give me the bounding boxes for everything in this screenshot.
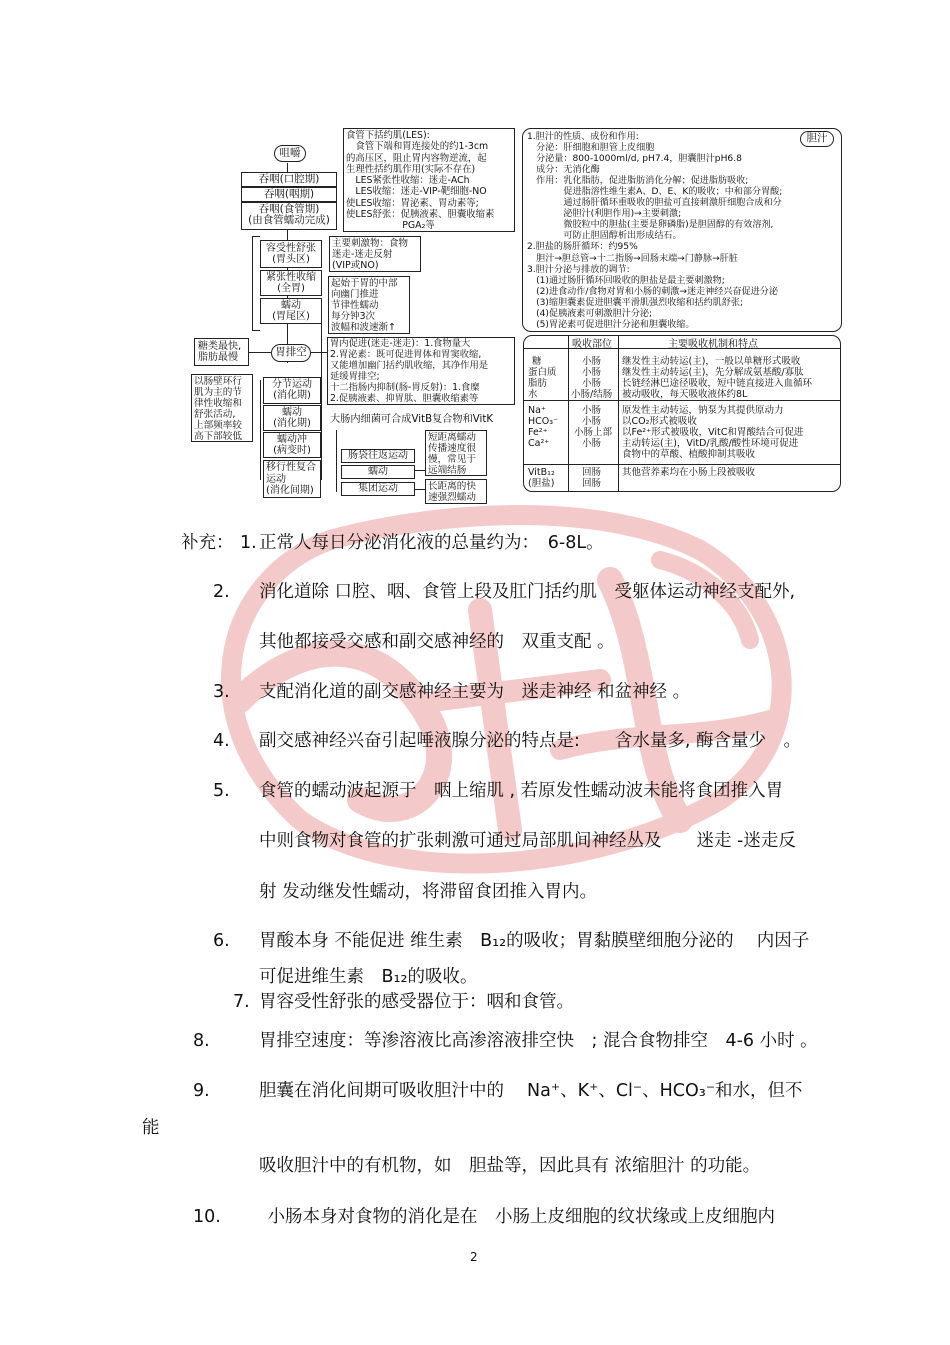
receptive-note-box: 主要刺激物：食物 迷走-迷走反射 (VIP或NO) — [329, 236, 421, 272]
small-intestine-bracket-line — [260, 380, 261, 480]
mmc-box: 移行性复合 运动 (消化间期) — [263, 460, 321, 498]
emptying-speed-note: 糖类最快, 脂肪最慢 — [194, 338, 249, 366]
supplement-item: 胃容受性舒张的感受器位于：咽和食管。 — [259, 992, 574, 1012]
header-site: 吸收部位 — [572, 339, 612, 350]
long-peristalsis-note: 长距离的快 速强烈蠕动 — [425, 479, 487, 504]
stomach-bracket-line — [252, 236, 253, 330]
supplement-item: 吸收胆汁中的有机物，如 胆盐等，因此具有 浓缩胆汁 的功能。 — [259, 1156, 761, 1176]
gastric-peristalsis-box: 蠕动 (胃尾区) — [260, 298, 322, 324]
gastric-emptying-box: 胃排空 — [271, 344, 311, 362]
supplement-item: 胆囊在消化间期可吸收胆汁中的 Na⁺、K⁺、Cl⁻、HCO₃⁻和水，但不 — [259, 1081, 803, 1101]
supplement-item: 可促进维生素 B₁₂的吸收。 — [259, 967, 478, 987]
swallow-esophagus-box: 吞咽(食管期) (由食管蠕动完成) — [241, 202, 337, 230]
supplement-item: 副交感神经兴奋引起唾液腺分泌的特点是: 含水量多, 酶含量少 。 — [259, 731, 802, 751]
supplement-item: 正常人每日分泌消化液的总量约为： 6-8L。 — [259, 533, 604, 553]
segmentation-note: 以肠壁环行 肌为主的节 律性收缩和 舒张活动, 上部频率较 高下部较低 — [191, 374, 253, 442]
supplement-item: 能 — [142, 1118, 160, 1138]
supplement-item: 胃排空速度：等渗溶液比高渗溶液排空快 ; 混合食物排空 4-6 小时 。 — [259, 1031, 818, 1051]
supplement-item: 食管的蠕动波起源于 咽上缩肌 , 若原发性蠕动波未能将食团推入胃 — [259, 781, 784, 801]
mass-movement-box: 集团运动 — [341, 482, 415, 496]
supplement-lead: 补充： — [181, 533, 234, 553]
chewing-box: 咀嚼 — [274, 145, 306, 162]
swallow-pharynx-box: 吞咽(咽期) — [241, 187, 337, 202]
les-note-box: 食管下括约肌(LES): 食管下端和胃连接处的约1-3cm 的高压区，阻止胃内容物逆流，起 生理性括约肌作用(实际不存在) LES紧张性收缩：迷走-ACh LES收缩：迷走-VIP-靶细胞-NO 使LES收缩：胃泌素、胃动素等; 使LES舒张：促胰液素、胆囊收缩素 PGA₂等 — [343, 128, 515, 232]
swallow-oral-box: 吞咽(口腔期) — [241, 172, 337, 187]
segmentation-box: 分节运动 (消化期) — [263, 377, 321, 404]
supplement-item: 其他都接受交感和副交感神经的 双重支配 。 — [259, 632, 615, 652]
supplement-item: 支配消化道的副交感神经主要为 迷走神经 和盆神经 。 — [259, 682, 691, 702]
colon-bracket-line — [336, 430, 337, 492]
peristaltic-rush-box: 蠕动冲 (病变时) — [263, 432, 321, 458]
emptying-regulation-note: 胃内促进(迷走-迷走)：1.食物量大 2.胃泌素：既可促进胃体和胃窦收缩, 又能增加幽门括约肌收缩，其净作用是 延缓胃排空; 十二指肠内抑制(肠-胃反射)：1.食糜 2.促胰液素、抑胃肽、胆囊收缩素等 — [327, 337, 515, 405]
colon-peristalsis-box: 蠕动 — [341, 465, 415, 479]
supplement-item: 消化道除 口腔、咽、食管上段及肛门括约肌 受躯体运动神经支配外, — [259, 582, 796, 602]
page-number: 2 — [470, 1250, 478, 1264]
bile-tag: 胆汁 — [800, 131, 834, 147]
haustral-shuttling-box: 肠袋往返运动 — [341, 449, 415, 463]
colon-bacteria-note: 大肠内细菌可合成VitB复合物和VitK — [330, 414, 494, 425]
supplement-item: 中则食物对食管的扩张刺激可通过局部肌间神经丛及 迷走 -迷走反 — [259, 831, 796, 851]
tonic-contraction-box: 紧张性收缩 (全胃) — [260, 270, 322, 296]
short-peristalsis-note: 短距离蠕动 传播速度很 慢，常见于 远端结肠 — [425, 430, 487, 476]
supplement-item: 小肠本身对食物的消化是在 小肠上皮细胞的纹状缘或上皮细胞内 — [250, 1207, 775, 1227]
supplement-item: 射 发动继发性蠕动，将滞留食团推入胃内。 — [259, 882, 598, 902]
si-peristalsis-box: 蠕动 (消化期) — [263, 405, 321, 431]
supplement-item: 胃酸本身 不能促进 维生素 B₁₂的吸收；胃黏膜壁细胞分泌的 内因子 — [259, 931, 810, 951]
header-mechanism: 主要吸收机制和特点 — [668, 339, 758, 350]
receptive-relaxation-box: 容受性舒张 (胃头区) — [260, 240, 322, 268]
bile-panel: 1.胆汁的性质、成份和作用: 分泌：肝细胞和胆管上皮细胞 分泌量：800-1000ml/d, pH7.4，胆囊胆汁pH6.8 成分：无消化酶 作用：乳化脂肪，促进脂肪消化分解；促进脂肪吸收; 促进脂溶性维生素A、D、E、K的吸收；中和部分胃酸; 通过肠肝循环重吸收的胆盐可直接刺激肝细胞合成和分 泌胆汁(利胆作用)→主要刺激; 微胶粒中的胆盐(主要是卵磷脂)是胆固醇的有效溶剂, 可防止胆固醇析出形成结石。 2.胆盐的肠肝循环：约95% 胆汁→胆总管→十二指肠→回肠末端→门静脉→肝脏 3.胆汁分泌与排放的调节: (1)通过肠肝循环回吸收的胆盐是最主要刺激物; (2)进食动作/食物对胃和小肠的刺激→迷走神经兴奋促进分泌 (3)缩胆囊素促进胆囊平滑肌强烈收缩和括约肌舒张; (4)促胰液素可刺激胆汁分泌; (5)胃泌素可促进胆汁分泌和胆囊收缩。 — [522, 128, 842, 332]
peristalsis-note-box: 起始于胃的中部 向幽门推进 节律性蠕动 每分钟3次 波幅和波速渐↑ — [328, 276, 410, 334]
